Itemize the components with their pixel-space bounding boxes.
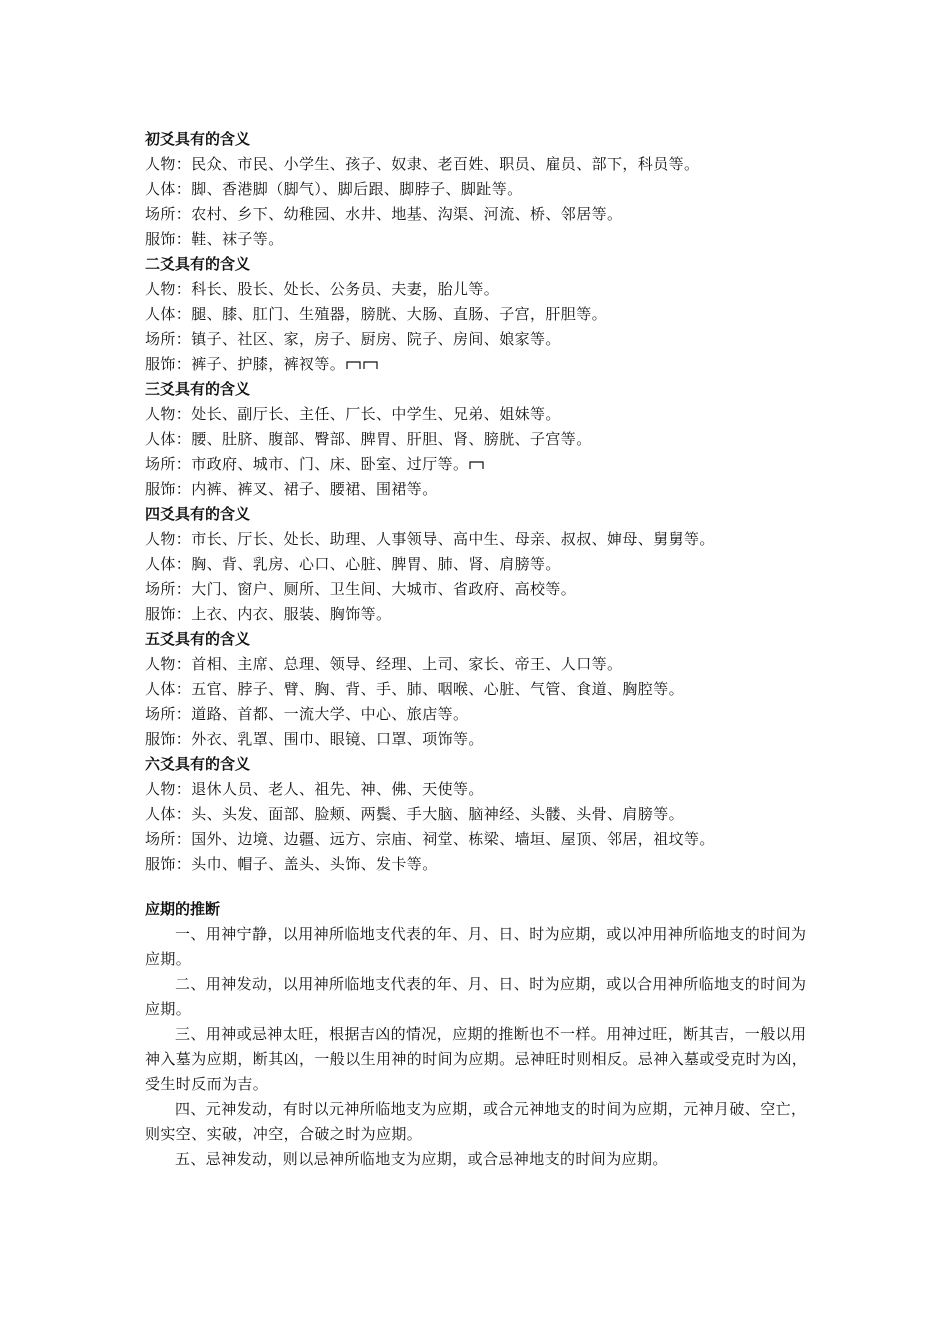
section-line-text: 服饰：裤子、护膝，裤衩等。	[145, 355, 346, 373]
section-line: 场所：大门、窗户、厕所、卫生间、大城市、省政府、高校等。	[145, 580, 577, 598]
section-line: 场所：农村、乡下、幼稚园、水井、地基、沟渠、河流、桥、邻居等。	[145, 205, 623, 223]
section-line: 人体：五官、脖子、臂、胸、背、手、肺、咽喉、心脏、气管、食道、胸腔等。	[145, 680, 685, 698]
section-line: 场所：道路、首都、一流大学、中心、旅店等。	[145, 705, 469, 723]
section-line: 人体：腰、肚脐、腹部、臀部、脾胃、肝胆、肾、膀胱、子宫等。	[145, 430, 592, 448]
section-title-siyao: 四爻具有的含义	[145, 505, 251, 523]
section-title-sanyao: 三爻具有的含义	[145, 380, 251, 398]
section-title-chuyao: 初爻具有的含义	[145, 130, 251, 148]
yingqi-paragraph: 一、用神宁静，以用神所临地支代表的年、月、日、时为应期，或以冲用神所临地支的时间为应期。	[145, 925, 807, 968]
section-line: 服饰：头巾、帽子、盖头、头饰、发卡等。	[145, 855, 438, 873]
section-line: 人物：退休人员、老人、祖先、神、佛、天使等。	[145, 780, 484, 798]
section-line: 服饰：内裤、裤叉、裙子、腰裙、围裙等。	[145, 480, 438, 498]
yingqi-paragraph: 五、忌神发动，则以忌神所临地支为应期，或合忌神地支的时间为应期。	[175, 1150, 668, 1168]
section-title-liuyao: 六爻具有的含义	[145, 755, 251, 773]
section-line: 人体：腿、膝、肛门、生殖器，膀胱、大肠、直肠、子宫，肝胆等。	[145, 305, 608, 323]
blank-bracket-mark-icon	[468, 459, 486, 471]
section-line: 场所：国外、边境、边疆、远方、宗庙、祠堂、栋梁、墙垣、屋顶、邻居，祖坟等。	[145, 830, 715, 848]
section-title-eryao: 二爻具有的含义	[145, 255, 251, 273]
section-line-with-marks	[145, 452, 825, 477]
section-title-yingqi: 应期的推断	[145, 900, 221, 918]
section-line: 人物：民众、市民、小学生、孩子、奴隶、老百姓、职员、雇员、部下，科员等。	[145, 155, 700, 173]
section-title-wuyao: 五爻具有的含义	[145, 630, 251, 648]
section-line: 人体：头、头发、面部、脸颊、两鬓、手大脑、脑神经、头髅、头骨、肩膀等。	[145, 805, 685, 823]
section-line: 人体：胸、背、乳房、心口、心脏、脾胃、肺、肾、肩膀等。	[145, 555, 561, 573]
section-line: 人体：脚、香港脚（脚气）、脚后跟、脚脖子、脚趾等。	[145, 180, 523, 198]
section-line: 服饰：上衣、内衣、服装、胸饰等。	[145, 605, 392, 623]
blank-bracket-mark-icon	[345, 359, 381, 371]
section-line: 人物：科长、股长、处长、公务员、夫妻，胎儿等。	[145, 280, 500, 298]
section-line: 人物：处长、副厅长、主任、厂长、中学生、兄弟、姐妹等。	[145, 405, 561, 423]
yingqi-paragraph: 四、元神发动，有时以元神所临地支为应期，或合元神地支的时间为应期，元神月破、空亡，则实空、实破，冲空，合破之时为应期。	[145, 1100, 807, 1143]
yingqi-paragraph: 二、用神发动，以用神所临地支代表的年、月、日、时为应期，或以合用神所临地支的时间为应期。	[145, 975, 807, 1018]
section-line: 场所：镇子、社区、家，房子、厨房、院子、房间、娘家等。	[145, 330, 561, 348]
document-content	[145, 127, 825, 1172]
yingqi-paragraph: 三、用神或忌神太旺，根据吉凶的情况，应期的推断也不一样。用神过旺，断其吉，一般以用神入墓为应期，断其凶，一般以生用神的时间为应期。忌神旺时则相反。忌神入墓或受克时为凶，受生时反而为吉。	[145, 1025, 808, 1093]
section-spacer	[145, 877, 825, 897]
section-line-text: 场所：市政府、城市、门、床、卧室、过厅等。	[145, 455, 469, 473]
section-line-with-marks	[145, 352, 825, 377]
section-line: 服饰：外衣、乳罩、围巾、眼镜、口罩、项饰等。	[145, 730, 484, 748]
section-line: 人物：市长、厅长、处长、助理、人事领导、高中生、母亲、叔叔、婶母、舅舅等。	[145, 530, 715, 548]
section-line: 服饰：鞋、袜子等。	[145, 230, 284, 248]
section-line: 人物：首相、主席、总理、领导、经理、上司、家长、帝王、人口等。	[145, 655, 623, 673]
